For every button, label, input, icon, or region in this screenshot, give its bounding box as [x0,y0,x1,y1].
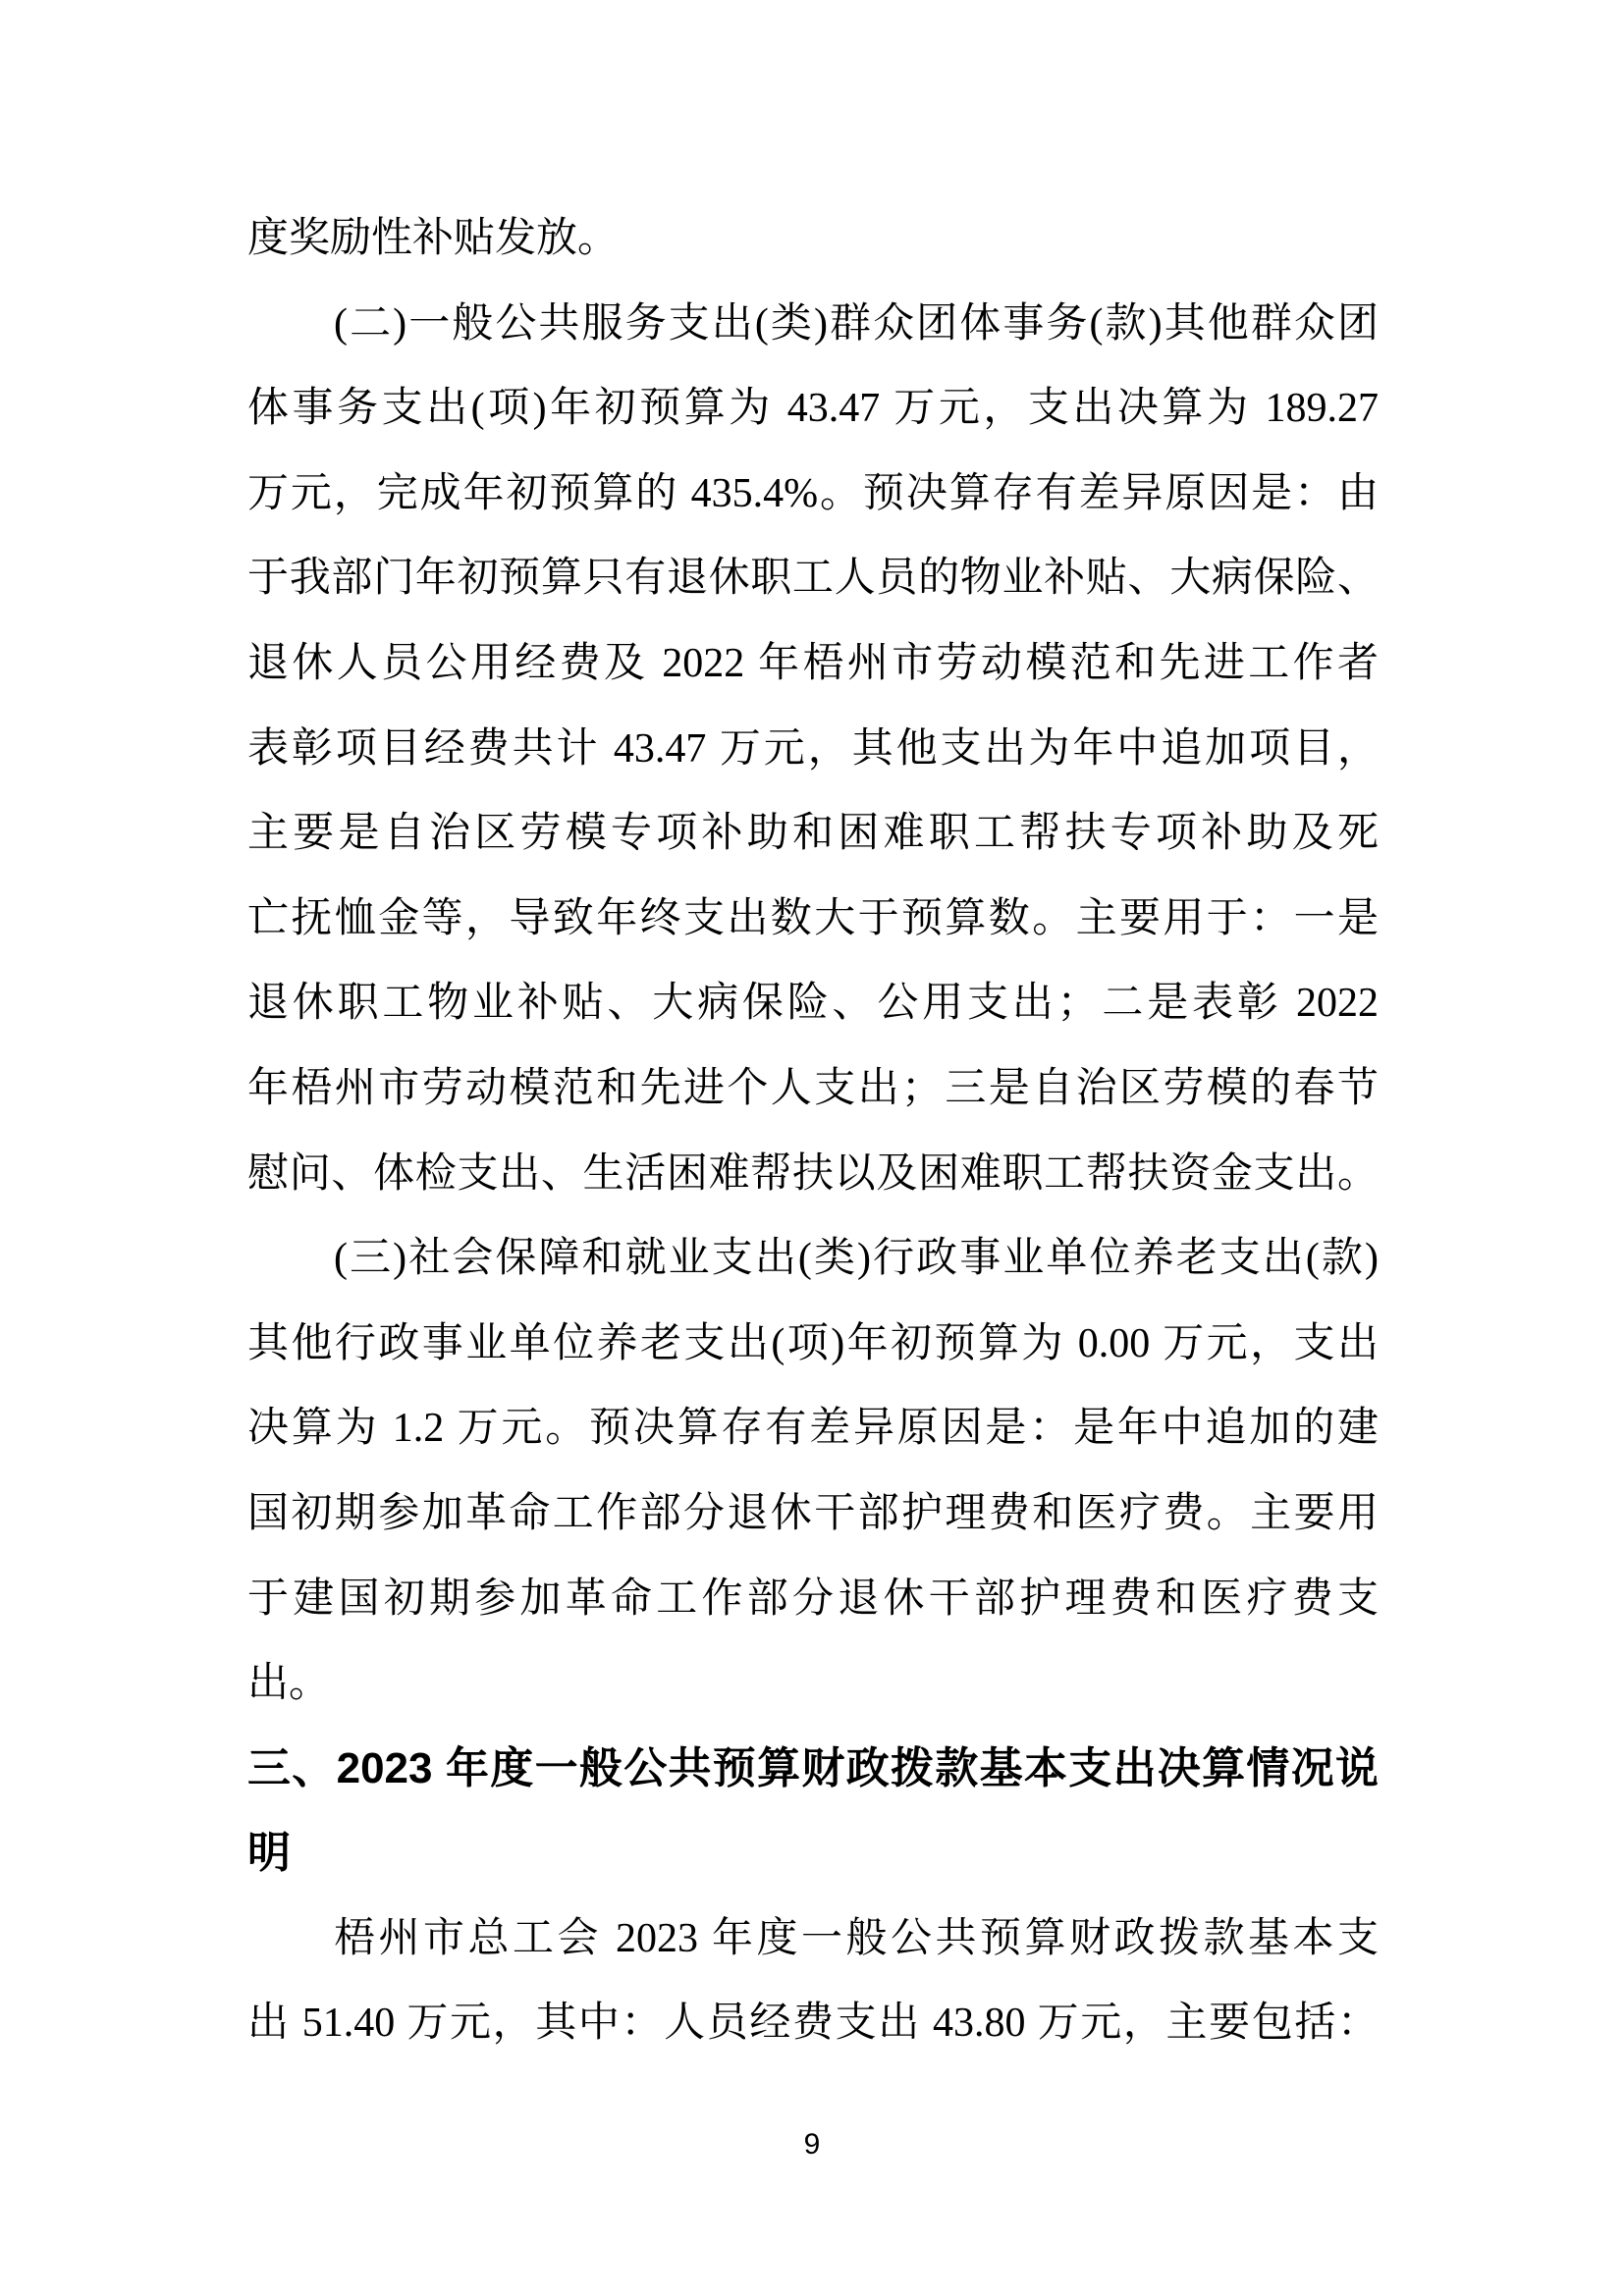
para-3-line-4: 国初期参加革命工作部分退休干部护理费和医疗费。主要用 [247,1490,1379,1536]
page-number: 9 [803,2128,821,2161]
para-4-line-2: 出 51.40 万元，其中：人员经费支出 43.80 万元，主要包括： [247,2001,1379,2047]
para-2-line-8: 亡抚恤金等，导致年终支出数大于预算数。主要用于：一是 [247,895,1379,941]
para-3-line-3: 决算为 1.2 万元。预决算存有差异原因是：是年中追加的建 [247,1406,1379,1452]
para-2-line-9: 退休职工物业补贴、大病保险、公用支出；二是表彰 2022 [247,981,1379,1027]
para-3-line-2: 其他行政事业单位养老支出(项)年初预算为 0.00 万元，支出 [247,1320,1379,1366]
para-2-line-3: 万元，完成年初预算的 435.4%。预决算存有差异原因是：由 [247,470,1379,516]
para-2-line-7: 主要是自治区劳模专项补助和困难职工帮扶专项补助及死 [247,811,1379,857]
section-heading-line-2: 明 [247,1829,291,1878]
para-3-line-1: (三)社会保障和就业支出(类)行政事业单位养老支出(款) [334,1236,1379,1282]
para-2-line-11: 慰问、体检支出、生活困难帮扶以及困难职工帮扶资金支出。 [247,1150,1379,1197]
para-2-line-6: 表彰项目经费共计 43.47 万元，其他支出为年中追加项目， [247,725,1379,772]
para-4-line-1: 梧州市总工会 2023 年度一般公共预算财政拨款基本支 [334,1915,1379,1961]
para-2-line-2: 体事务支出(项)年初预算为 43.47 万元，支出决算为 189.27 [247,386,1379,432]
para-3-line-5: 于建国初期参加革命工作部分退休干部护理费和医疗费支 [247,1575,1379,1622]
section-heading-line-1: 三、2023 年度一般公共预算财政拨款基本支出决算情况说 [247,1743,1379,1792]
para-2-line-5: 退休人员公用经费及 2022 年梧州市劳动模范和先进工作者 [247,640,1379,686]
document-body [247,196,1379,2066]
para-1-line-1: 度奖励性补贴发放。 [247,216,620,261]
para-3-line-6: 出。 [247,1661,331,1707]
para-2-line-10: 年梧州市劳动模范和先进个人支出；三是自治区劳模的春节 [247,1065,1379,1111]
para-2-line-1: (二)一般公共服务支出(类)群众团体事务(款)其他群众团 [334,300,1379,347]
para-2-line-4: 于我部门年初预算只有退休职工人员的物业补贴、大病保险、 [247,556,1379,602]
